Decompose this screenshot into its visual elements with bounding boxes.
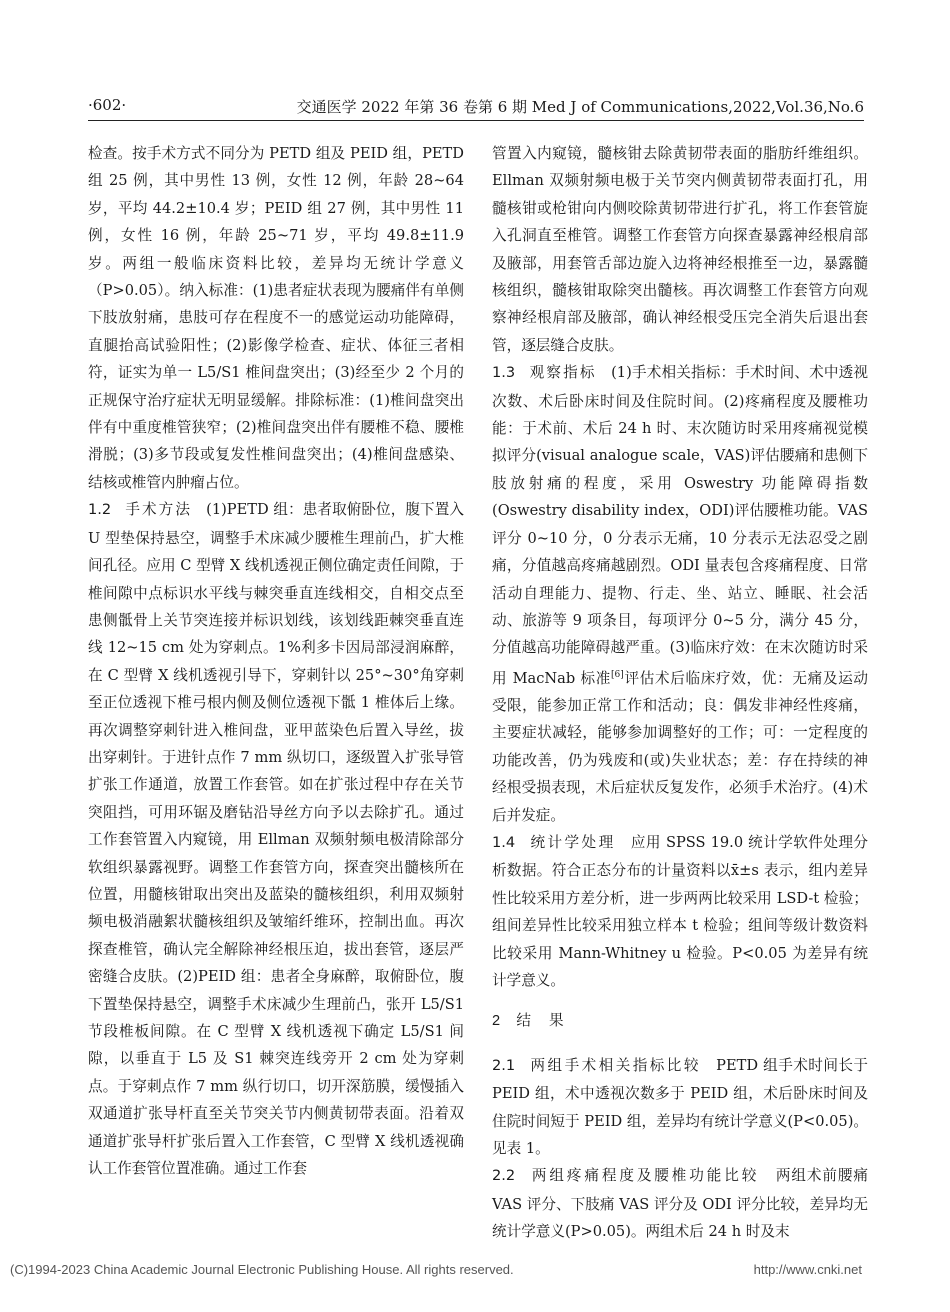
section-title: 两组疼痛程度及腰椎功能比较 (531, 1168, 760, 1185)
right-column (492, 140, 868, 1246)
section-title: 两组手术相关指标比较 (530, 1057, 701, 1074)
section-body: (1)PETD 组：患者取俯卧位，腹下置入 U 型垫保持悬空，调整手术床减少腰椎生理前凸，扩大椎间孔径。应用 C 型臂 X 线机透视正侧位确定责任间隙，于椎间隙中点标识水平线与棘突垂直连线相交，自相交点至患侧骶骨上关节突连接并标识划线，该划线距棘突垂直连线 12~15 cm 处为穿刺点。1%利多卡因局部浸润麻醉，在 C 型臂 X 线机透视引导下，穿刺针以 25°~30°角穿刺至正位透视下椎弓根内侧及侧位透视下骶 1 椎体后上缘。再次调整穿刺针进入椎间盘，亚甲蓝染色后置入导丝，拔出穿刺针。于进针点作 7 mm 纵切口，逐级置入扩张导管扩张工作通道，放置工作套管。如在扩张过程中存在关节突阻挡，可用环锯及磨钻沿导丝方向予以去除扩孔。通过工作套管置入内窥镜，用 Ellman 双频射频电极清除部分软组织暴露视野。调整工作套管方向，探查突出髓核所在位置，用髓核钳取出突出及蓝染的髓核组织，利用双频射频电极消融絮状髓核组织及皱缩纤维环，控制出血。再次探查椎管，确认完全解除神经根压迫，拔出套管，逐层严密缝合皮肤。(2)PEID 组：患者全身麻醉，取俯卧位，腹下置垫保持悬空，调整手术床减少生理前凸，张开 L5/S1 节段椎板间隙。在 C 型臂 X 线机透视下确定 L5/S1 间隙，以垂直于 L5 及 S1 棘突连线旁开 2 cm 处为穿刺点。于穿刺点作 7 mm 纵行切口，切开深筋膜，缓慢插入双通道扩张导杆直至关节突关节内侧黄韧带表面。沿着双通道扩张导杆扩张后置入工作套管，C 型臂 X 线机透视确认工作套管位置准确。通过工作套 (88, 501, 464, 1178)
section-1-4 (492, 829, 868, 994)
section-2-heading (492, 1008, 868, 1035)
section-body: 两组术前腰痛 VAS 评分、下肢痛 VAS 评分及 ODI 评分比较，差异均无统计学意义(P>0.05)。两组术后 24 h 时及末 (492, 1167, 868, 1241)
section-1-3 (492, 359, 868, 829)
section-number: 2.2 (492, 1167, 516, 1185)
section-body: (1)手术相关指标：手术时间、术中透视次数、术后卧床时间及住院时间。(2)疼痛程度及腰椎功能：于术前、术后 24 h 时、末次随访时采用疼痛视觉模拟评分(visual analogue scale，VAS)评估腰痛和患侧下肢放射痛的程度，采用 Oswestry 功能障碍指数(Oswestry disability index，ODI)评估腰椎功能。VAS 评分 0~10 分，0 分表示无痛，10 分表示无法忍受之剧痛，分值越高疼痛越剧烈。ODI 量表包含疼痛程度、日常活动自理能力、提物、行走、坐、站立、睡眠、社会活动、旅游等 9 项条目，每项评分 0~5 分，满分 45 分，分值越高功能障碍越严重。(3)临床疗效：在末次随访时采用 MacNab 标准 (492, 364, 868, 687)
section-number: 1.3 (492, 364, 516, 382)
section-number: 2.1 (492, 1056, 516, 1074)
left-column (88, 140, 464, 1182)
running-header (88, 94, 864, 121)
section-number: 1.2 (88, 501, 112, 519)
journal-citation: 交通医学 2022 年第 36 卷第 6 期 Med J of Communications,2022,Vol.36,No.6 (296, 98, 864, 116)
section-number: 2 (492, 1013, 501, 1030)
section-number: 1.4 (492, 834, 516, 852)
footer-link[interactable]: http://www.cnki.net (753, 1262, 862, 1277)
section-title: 观察指标 (529, 365, 597, 382)
section-2-1 (492, 1052, 868, 1163)
section-body: PETD 组手术时间长于 PEID 组，术中透视次数多于 PEID 组，术后卧床时间及住院时间短于 PEID 组，差异均有统计学意义(P<0.05)。见表 1。 (492, 1056, 869, 1158)
reference-marker: [6] (611, 669, 624, 680)
section-1-2 (88, 496, 464, 1182)
section-title: 手术方法 (125, 502, 192, 519)
copyright-notice: (C)1994-2023 China Academic Journal Electronic Publishing House. All rights reserved. (10, 1262, 514, 1277)
footer (0, 1262, 950, 1282)
page-number: ·602· (88, 96, 127, 114)
section-body: 应用 SPSS 19.0 统计学软件处理分析数据。符合正态分布的计量资料以x̄±s 表示，组内差异性比较采用方差分析，进一步两两比较采用 LSD-t 检验；组间差异性比较采用独立样本 t 检验；组间等级计数资料比较采用 Mann-Whitney u 检验。P<0.05 为差异有统计学意义。 (492, 834, 868, 990)
paragraph-continued: 管置入内窥镜，髓核钳去除黄韧带表面的脂肪纤维组织。Ellman 双频射频电极于关节突内侧黄韧带表面打孔，用髓核钳或枪钳向内侧咬除黄韧带进行扩孔，将工作套管旋入孔洞直至椎管。调整工作套管方向探查暴露神经根肩部及腋部，用套管舌部边旋入边将神经根推至一边，暴露髓核组织，髓核钳取除突出髓核。再次调整工作套管方向观察神经根肩部及腋部，确认神经根受压完全消失后退出套管，逐层缝合皮肤。 (492, 145, 868, 354)
section-2-2 (492, 1162, 868, 1245)
section-body-cont: 评估术后临床疗效，优：无痛及运动受限，能参加正常工作和活动；良：偶发非神经性疼痛，主要症状减轻，能够参加调整好的工作；可：一定程度的功能改善，仍为残废和(或)失业状态；差：存在持续的神经根受损表现，术后症状反复发作，必须手术治疗。(4)术后并发症。 (492, 669, 868, 824)
section-title: 统计学处理 (530, 835, 616, 852)
paragraph-patients: 检查。按手术方式不同分为 PETD 组及 PEID 组，PETD 组 25 例，其中男性 13 例，女性 12 例，年龄 28~64 岁，平均 44.2±10.4 岁；PEID 组 27 例，其中男性 11 例，女性 16 例，年龄 25~71 岁，平均 49.8±11.9 岁。两组一般临床资料比较，差异均无统计学意义（P>0.05）。纳入标准：(1)患者症状表现为腰痛伴有单侧下肢放射痛，患肢可存在程度不一的感觉运动功能障碍，直腿抬高试验阳性；(2)影像学检查、症状、体征三者相符，证实为单一 L5/S1 椎间盘突出；(3)经至少 2 个月的正规保守治疗症状无明显缓解。排除标准：(1)椎间盘突出伴有中重度椎管狭窄；(2)椎间盘突出伴有腰椎不稳、腰椎滑脱；(3)多节段或复发性椎间盘突出；(4)椎间盘感染、结核或椎管内肿瘤占位。 (88, 145, 464, 491)
section-title: 结果 (516, 1013, 582, 1030)
